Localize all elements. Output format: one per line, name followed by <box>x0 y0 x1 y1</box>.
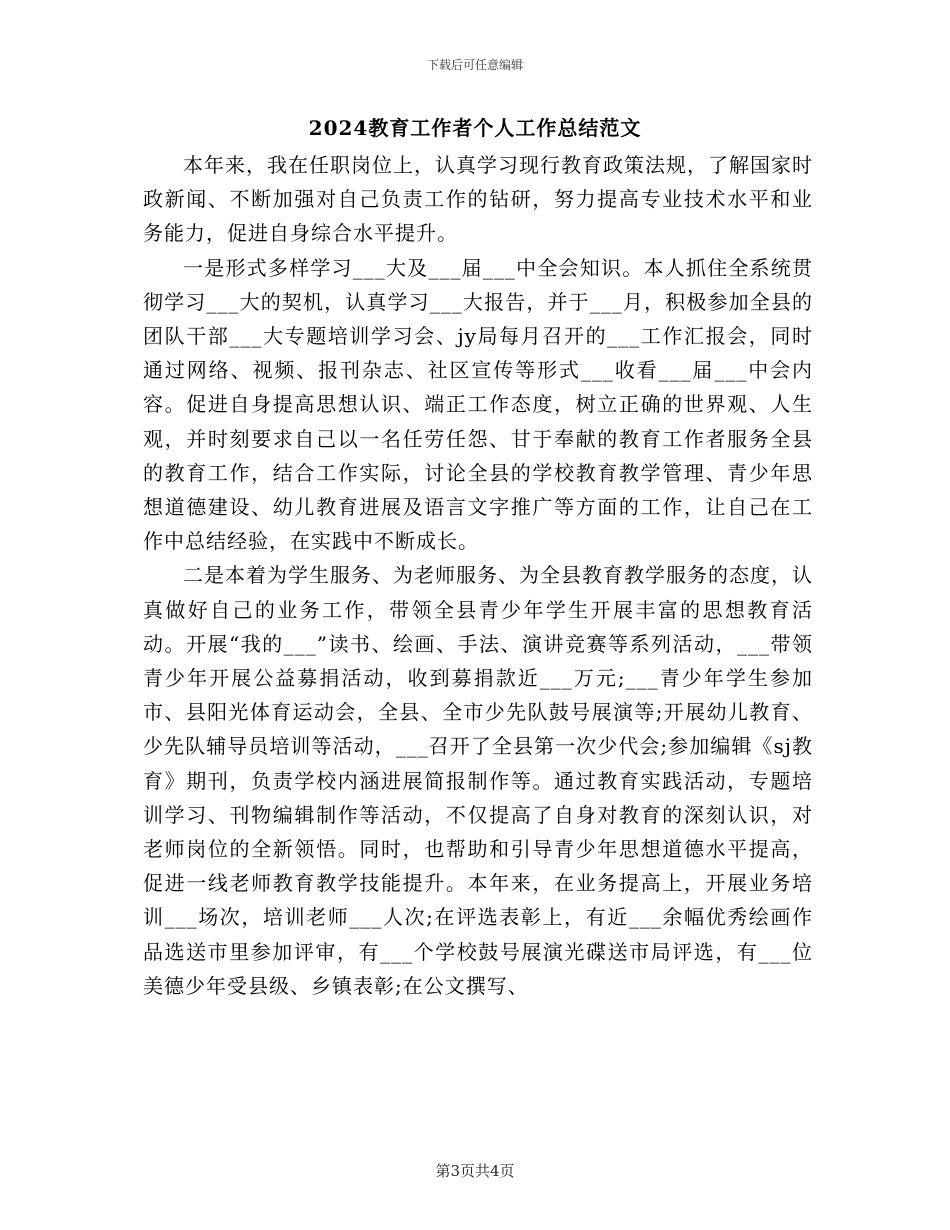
document-title: 2024教育工作者个人工作总结范文 <box>308 116 642 140</box>
paragraph-study: 一是形式多样学习___大及___届___中全会知识。本人抓住全系统贯彻学习___大的契机，认真学习___大报告，并于___月，积极参加全县的团队干部___大专题培训学习会、jy局每月召开的___工作汇报会，同时通过网络、视频、报刊杂志、社区宣传等形式___收看___届___中会内容。促进自身提高思想认识、端正工作态度，树立正确的世界观、人生观，并时刻要求自己以一名任劳任怨、甘于奉献的教育工作者服务全县的教育工作，结合工作实际，讨论全县的学校教育教学管理、青少年思想道德建设、幼儿教育进展及语言文字推广等方面的工作，让自己在工作中总结经验，在实践中不断成长。 <box>143 255 813 554</box>
document-body <box>143 148 813 1003</box>
paragraph-service: 二是本着为学生服务、为老师服务、为全县教育教学服务的态度，认真做好自己的业务工作，带领全县青少年学生开展丰富的思想教育活动。开展“我的___”读书、绘画、手法、演讲竞赛等系列活动，___带领青少年开展公益募捐活动，收到募捐款近___万元;___青少年学生参加市、县阳光体育运动会，全县、全市少先队鼓号展演等;开展幼儿教育、少先队辅导员培训等活动，___召开了全县第一次少代会;参加编辑《sj教育》期刊，负责学校内涵进展简报制作等。通过教育实践活动，专题培训学习、刊物编辑制作等活动，不仅提高了自身对教育的深刻认识，对老师岗位的全新领悟。同时，也帮助和引导青少年思想道德水平提高，促进一线老师教育教学技能提升。本年来，在业务提高上，开展业务培训___场次，培训老师___人次;在评选表彰上，有近___余幅优秀绘画作品选送市里参加评审，有___个学校鼓号展演光碟送市局评选，有___位美德少年受县级、乡镇表彰;在公文撰写、 <box>143 563 813 998</box>
paragraph-intro: 本年来，我在任职岗位上，认真学习现行教育政策法规，了解国家时政新闻、不断加强对自己负责工作的钻研，努力提高专业技术水平和业务能力，促进自身综合水平提升。 <box>143 153 813 246</box>
header-note: 下载后可任意编辑 <box>426 58 523 72</box>
page-number: 第3页共4页 <box>435 1162 515 1180</box>
